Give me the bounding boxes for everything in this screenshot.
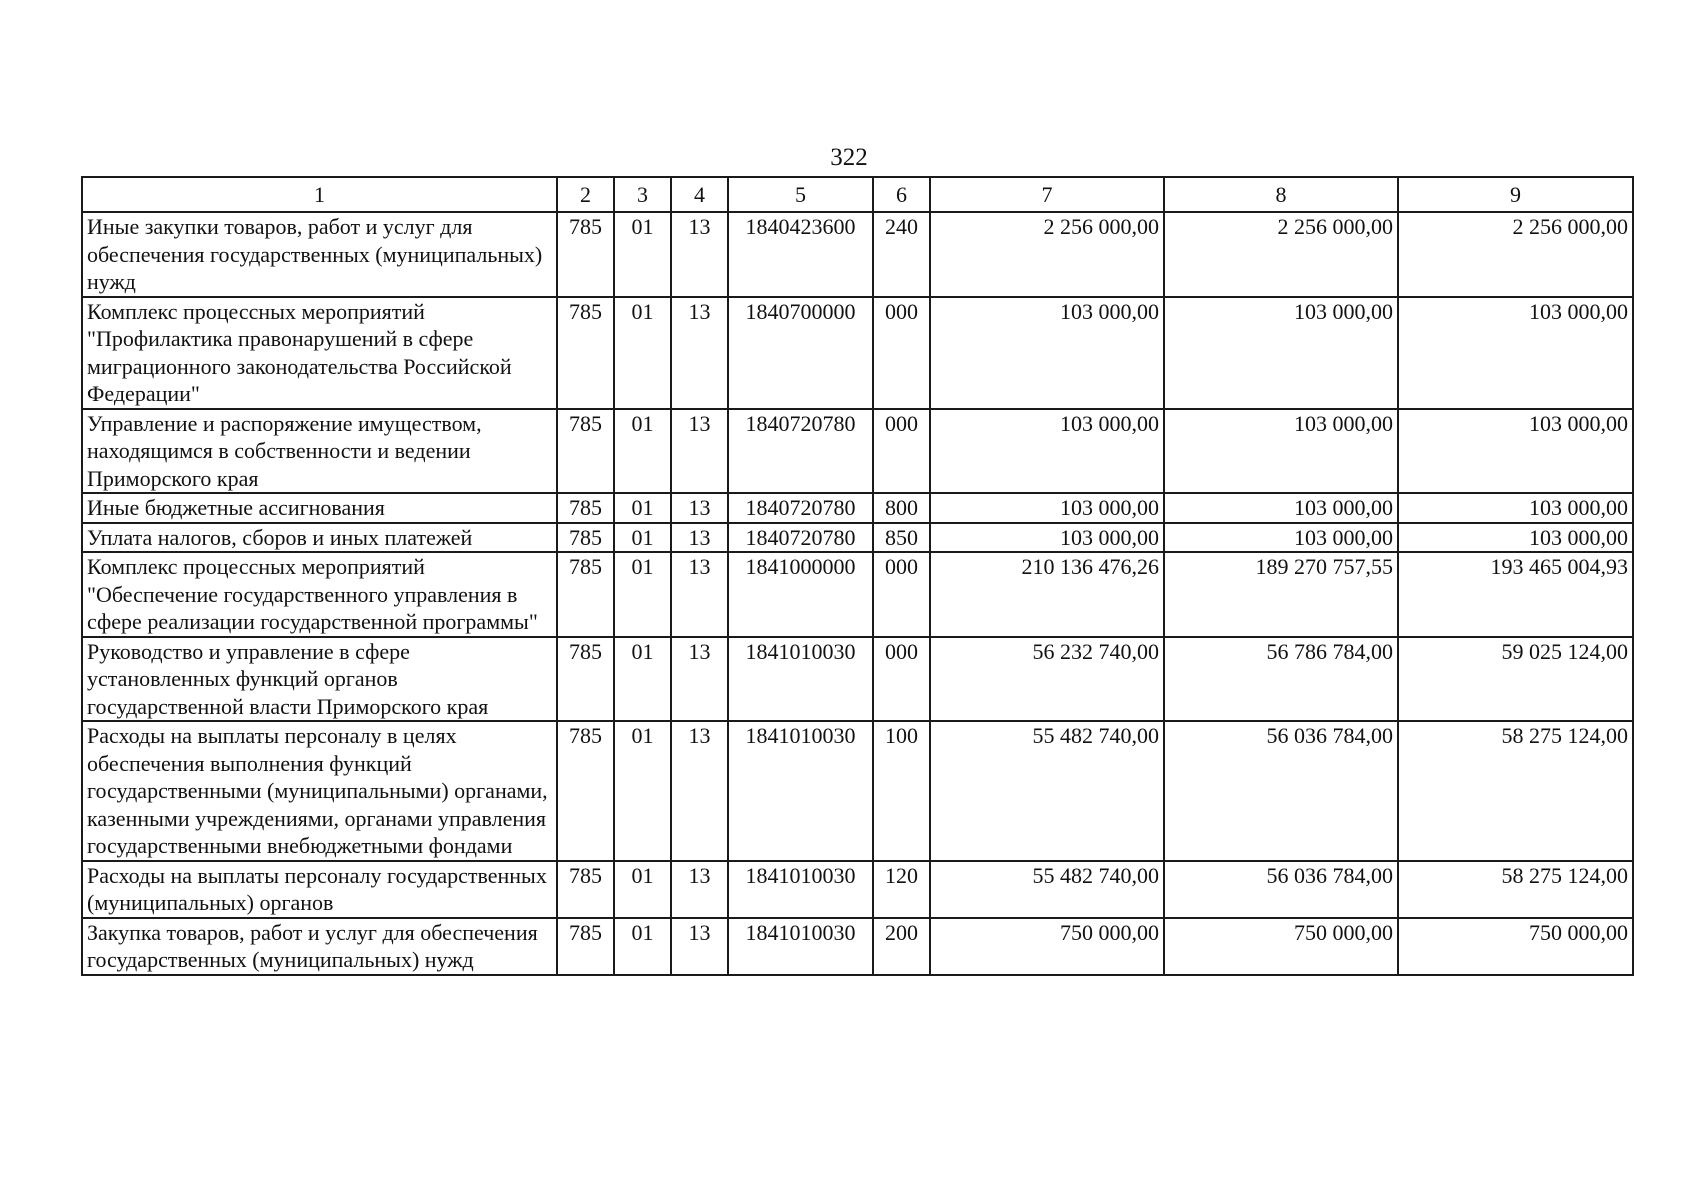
amount-col9: 103 000,00 — [1398, 493, 1633, 523]
subsection-code: 13 — [671, 918, 728, 975]
row-name: Расходы на выплаты персоналу в целях обеспечения выполнения функций государственными (муниципальными) органами, казенными учреждениями, органами управления государственными внебюджетными фондами — [82, 721, 557, 861]
row-name: Комплекс процессных мероприятий "Обеспечение государственного управления в сфере реализации государственной программы" — [82, 552, 557, 637]
row-name: Комплекс процессных мероприятий "Профилактика правонарушений в сфере миграционного законодательства Российской Федерации" — [82, 297, 557, 409]
amount-col8: 103 000,00 — [1164, 409, 1398, 494]
amount-col9: 750 000,00 — [1398, 918, 1633, 975]
target-article-code: 1841010030 — [728, 637, 873, 722]
expense-type-code: 120 — [873, 861, 930, 918]
amount-col8: 2 256 000,00 — [1164, 212, 1398, 297]
amount-col7: 210 136 476,26 — [930, 552, 1164, 637]
expense-type-code: 200 — [873, 918, 930, 975]
section-code: 01 — [614, 918, 671, 975]
column-header: 4 — [671, 177, 728, 212]
ministry-code: 785 — [557, 493, 614, 523]
ministry-code: 785 — [557, 861, 614, 918]
ministry-code: 785 — [557, 297, 614, 409]
row-name: Уплата налогов, сборов и иных платежей — [82, 523, 557, 553]
amount-col7: 55 482 740,00 — [930, 861, 1164, 918]
column-header: 8 — [1164, 177, 1398, 212]
amount-col8: 103 000,00 — [1164, 523, 1398, 553]
target-article-code: 1840720780 — [728, 409, 873, 494]
subsection-code: 13 — [671, 409, 728, 494]
amount-col8: 56 786 784,00 — [1164, 637, 1398, 722]
amount-col9: 103 000,00 — [1398, 297, 1633, 409]
expense-type-code: 000 — [873, 552, 930, 637]
amount-col9: 58 275 124,00 — [1398, 861, 1633, 918]
amount-col9: 58 275 124,00 — [1398, 721, 1633, 861]
column-header: 1 — [82, 177, 557, 212]
subsection-code: 13 — [671, 861, 728, 918]
subsection-code: 13 — [671, 721, 728, 861]
amount-col8: 56 036 784,00 — [1164, 861, 1398, 918]
target-article-code: 1840720780 — [728, 523, 873, 553]
row-name: Руководство и управление в сфере установленных функций органов государственной власти Приморского края — [82, 637, 557, 722]
table-row — [82, 409, 1633, 494]
target-article-code: 1840720780 — [728, 493, 873, 523]
ministry-code: 785 — [557, 721, 614, 861]
table-row — [82, 861, 1633, 918]
section-code: 01 — [614, 552, 671, 637]
column-header: 9 — [1398, 177, 1633, 212]
table-header-row — [82, 177, 1633, 212]
amount-col7: 103 000,00 — [930, 493, 1164, 523]
target-article-code: 1841010030 — [728, 721, 873, 861]
table-row — [82, 918, 1633, 975]
column-header: 7 — [930, 177, 1164, 212]
section-code: 01 — [614, 637, 671, 722]
section-code: 01 — [614, 297, 671, 409]
table-row — [82, 637, 1633, 722]
amount-col8: 103 000,00 — [1164, 493, 1398, 523]
ministry-code: 785 — [557, 212, 614, 297]
subsection-code: 13 — [671, 552, 728, 637]
subsection-code: 13 — [671, 637, 728, 722]
amount-col7: 56 232 740,00 — [930, 637, 1164, 722]
amount-col8: 750 000,00 — [1164, 918, 1398, 975]
subsection-code: 13 — [671, 212, 728, 297]
row-name: Управление и распоряжение имуществом, находящимся в собственности и ведении Приморского края — [82, 409, 557, 494]
expense-type-code: 000 — [873, 409, 930, 494]
amount-col9: 103 000,00 — [1398, 409, 1633, 494]
row-name: Иные закупки товаров, работ и услуг для обеспечения государственных (муниципальных) нужд — [82, 212, 557, 297]
subsection-code: 13 — [671, 523, 728, 553]
table-row — [82, 523, 1633, 553]
target-article-code: 1841010030 — [728, 918, 873, 975]
table-row — [82, 493, 1633, 523]
budget-table — [81, 176, 1634, 976]
amount-col9: 103 000,00 — [1398, 523, 1633, 553]
ministry-code: 785 — [557, 552, 614, 637]
amount-col8: 103 000,00 — [1164, 297, 1398, 409]
target-article-code: 1840700000 — [728, 297, 873, 409]
table-row — [82, 297, 1633, 409]
amount-col8: 189 270 757,55 — [1164, 552, 1398, 637]
amount-col9: 2 256 000,00 — [1398, 212, 1633, 297]
row-name: Иные бюджетные ассигнования — [82, 493, 557, 523]
amount-col7: 55 482 740,00 — [930, 721, 1164, 861]
table-row — [82, 212, 1633, 297]
amount-col7: 750 000,00 — [930, 918, 1164, 975]
expense-type-code: 000 — [873, 297, 930, 409]
amount-col7: 103 000,00 — [930, 409, 1164, 494]
ministry-code: 785 — [557, 918, 614, 975]
amount-col9: 59 025 124,00 — [1398, 637, 1633, 722]
section-code: 01 — [614, 721, 671, 861]
amount-col9: 193 465 004,93 — [1398, 552, 1633, 637]
ministry-code: 785 — [557, 637, 614, 722]
column-header: 3 — [614, 177, 671, 212]
section-code: 01 — [614, 523, 671, 553]
ministry-code: 785 — [557, 523, 614, 553]
column-header: 2 — [557, 177, 614, 212]
section-code: 01 — [614, 409, 671, 494]
expense-type-code: 800 — [873, 493, 930, 523]
amount-col7: 103 000,00 — [930, 297, 1164, 409]
subsection-code: 13 — [671, 493, 728, 523]
target-article-code: 1840423600 — [728, 212, 873, 297]
table-row — [82, 552, 1633, 637]
table-row — [82, 721, 1633, 861]
amount-col7: 103 000,00 — [930, 523, 1164, 553]
target-article-code: 1841000000 — [728, 552, 873, 637]
expense-type-code: 000 — [873, 637, 930, 722]
subsection-code: 13 — [671, 297, 728, 409]
amount-col7: 2 256 000,00 — [930, 212, 1164, 297]
expense-type-code: 240 — [873, 212, 930, 297]
row-name: Расходы на выплаты персоналу государственных (муниципальных) органов — [82, 861, 557, 918]
amount-col8: 56 036 784,00 — [1164, 721, 1398, 861]
section-code: 01 — [614, 212, 671, 297]
expense-type-code: 100 — [873, 721, 930, 861]
target-article-code: 1841010030 — [728, 861, 873, 918]
row-name: Закупка товаров, работ и услуг для обеспечения государственных (муниципальных) нужд — [82, 918, 557, 975]
section-code: 01 — [614, 861, 671, 918]
column-header: 5 — [728, 177, 873, 212]
expense-type-code: 850 — [873, 523, 930, 553]
column-header: 6 — [873, 177, 930, 212]
ministry-code: 785 — [557, 409, 614, 494]
page-number: 322 — [830, 144, 868, 171]
section-code: 01 — [614, 493, 671, 523]
